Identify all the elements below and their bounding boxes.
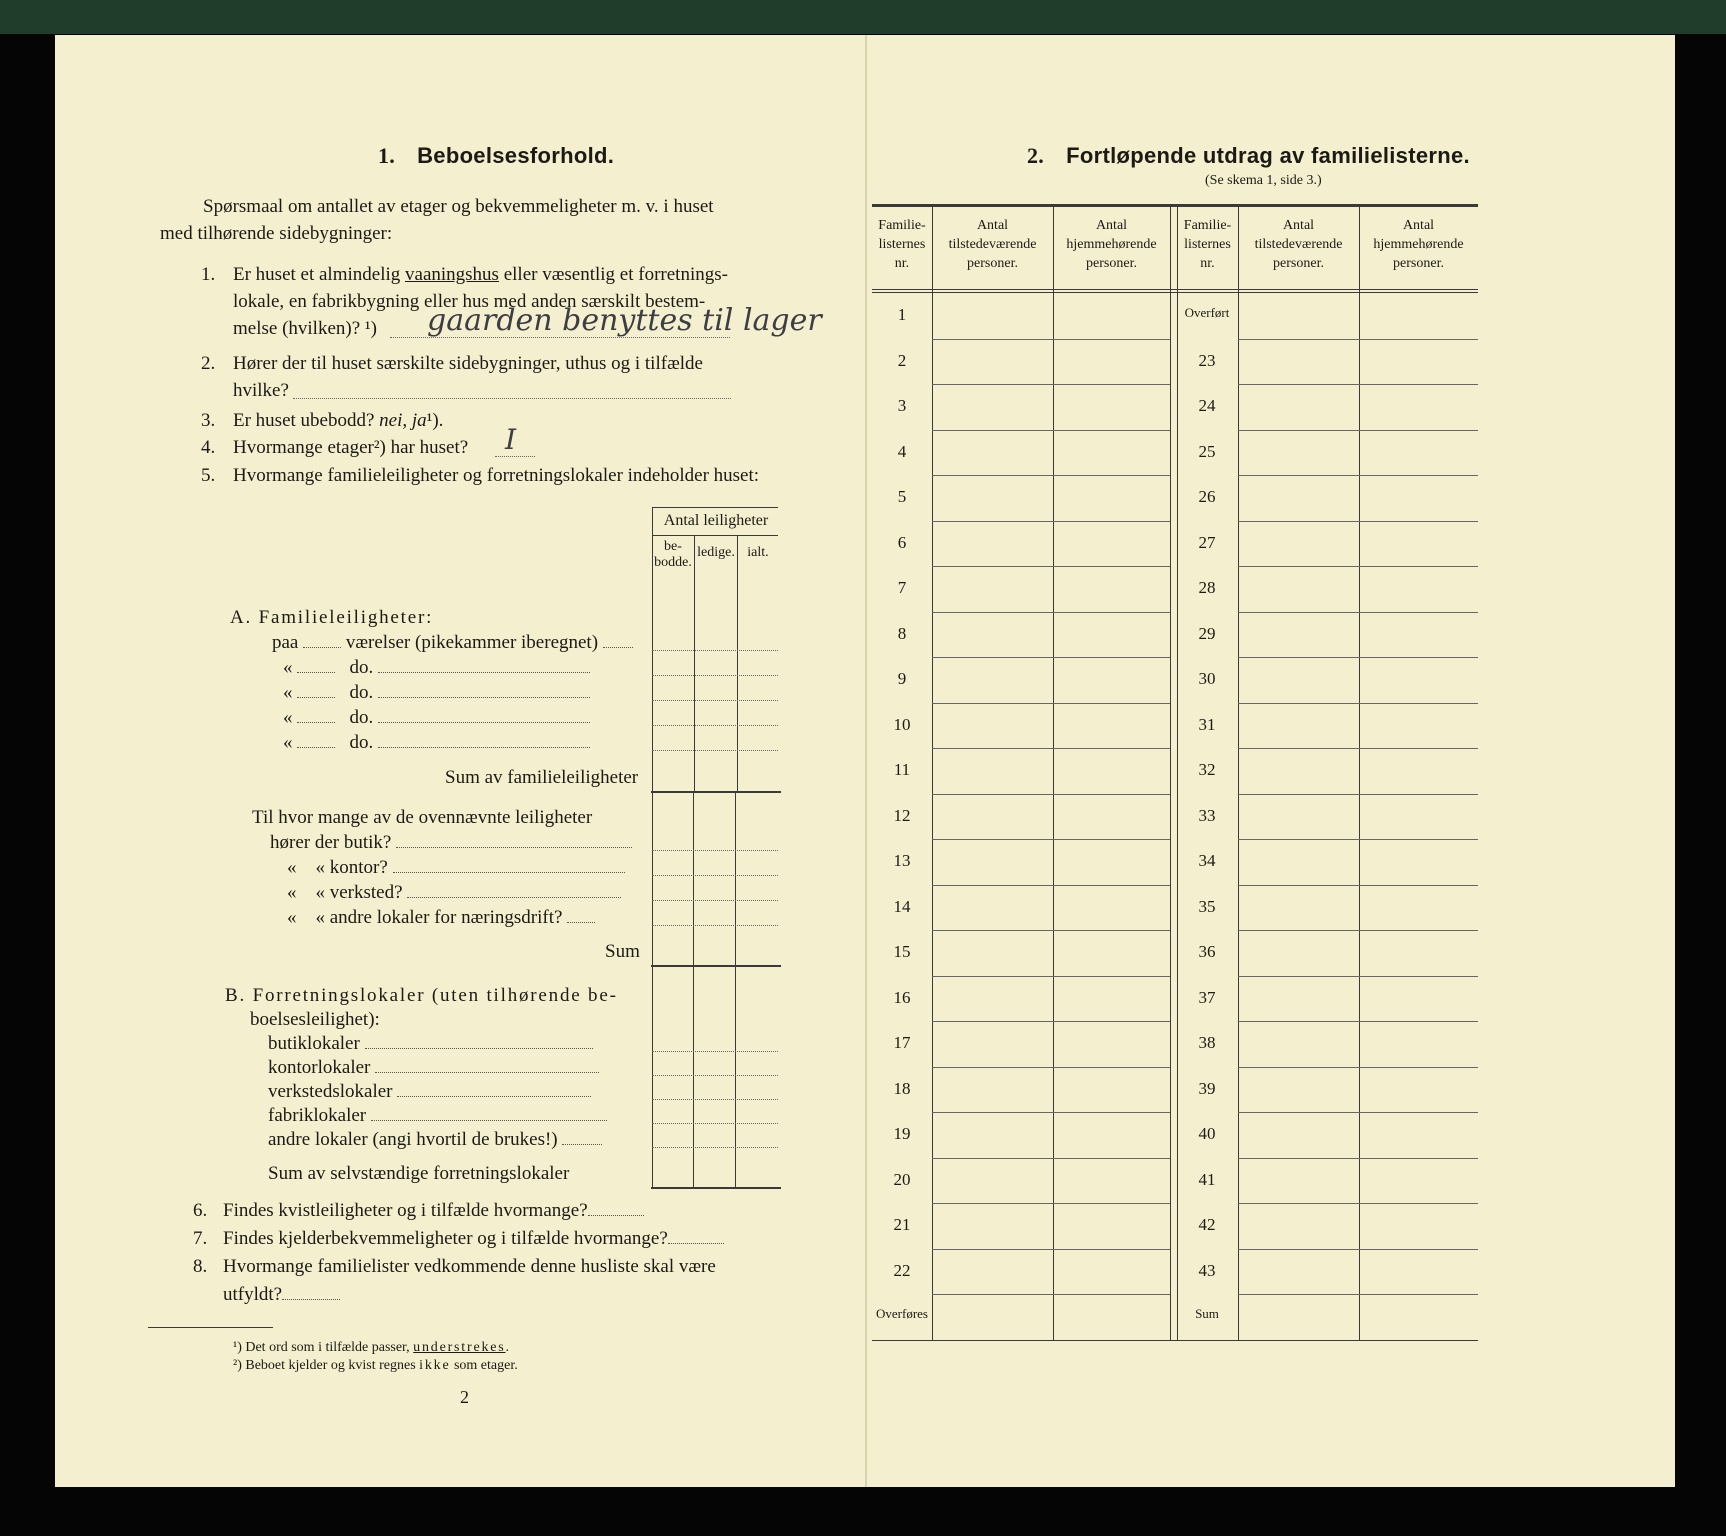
b-butik-label: butiklokaler (268, 1033, 360, 1054)
heading-text: Beboelsesforhold. (417, 143, 615, 168)
list-number-left: 1 (897, 305, 907, 324)
footnote-rule (148, 1327, 273, 1328)
list-number-left: 11 (893, 760, 911, 779)
row-rule (932, 885, 1170, 886)
list-number-right: 28 (1198, 578, 1216, 597)
b1-sum-label: Sum (605, 941, 640, 962)
ditto-mark: « (283, 707, 293, 728)
b-row-fabrik (268, 1105, 607, 1127)
table-vline (1053, 204, 1054, 1340)
row-leader (378, 708, 590, 723)
q8-number: 8. (193, 1256, 208, 1277)
q5-table-header-rule (652, 535, 778, 536)
list-number-left: 8 (897, 623, 907, 643)
row-rule (1238, 566, 1478, 567)
list-number-right: 42 (1198, 1215, 1216, 1234)
intro-line-2: med tilhørende sidebygninger: (160, 223, 393, 244)
ditto-blank (297, 658, 335, 673)
q1-handwritten-answer: gaarden benyttes til lager (427, 303, 822, 338)
row-rule (1238, 1112, 1478, 1113)
list-number-left: 4 (897, 441, 907, 461)
list-number-right: Sum (1195, 1306, 1219, 1321)
list-number-right: 37 (1198, 987, 1216, 1007)
row-rule (1238, 748, 1478, 749)
list-number-left: Overføres (876, 1306, 928, 1321)
list-number-right: 39 (1198, 1078, 1216, 1098)
census-form-spread (55, 35, 1675, 1487)
row-leader (567, 908, 595, 923)
b1-row-verksted (287, 882, 621, 904)
b1-row-rule-2 (652, 875, 778, 876)
ditto-mark: « (287, 882, 297, 903)
b1-row-rule-1 (652, 850, 778, 851)
list-number-left: 22 (893, 1260, 911, 1280)
row-rule (1238, 794, 1478, 795)
b-vline-3 (735, 967, 736, 1187)
q4-answer-line (495, 456, 535, 457)
b-sum-line (268, 1163, 569, 1185)
a-row-ditto-4 (283, 732, 590, 754)
b-row-rule-2 (652, 1075, 778, 1076)
row-rule (1238, 475, 1478, 476)
b-sum-label: Sum av selvstændige forretningslokaler (268, 1163, 570, 1184)
ditto-mark: « (315, 882, 325, 903)
row-rule (1238, 885, 1478, 886)
ditto-blank (297, 733, 335, 748)
q2-answer-line (293, 398, 731, 399)
q3-text: Er huset ubebodd? (233, 410, 380, 431)
q3-number: 3. (201, 410, 216, 431)
table-header-rule-2 (872, 292, 1478, 293)
row-rule (1238, 612, 1478, 613)
row-rule (932, 1067, 1170, 1068)
intro-line-1: Spørsmaal om antallet av etager og bekvemmeligheter m. v. i huset (203, 196, 714, 217)
footnote-1-emph: understrekes (413, 1340, 506, 1355)
col-bebodde: be- bodde. (654, 539, 692, 570)
a-paa-blank (303, 633, 341, 648)
b1-kontor-label: kontor? (329, 857, 388, 878)
b-row-andre (268, 1129, 602, 1151)
b-vline-1 (652, 967, 653, 1187)
list-number-left: 21 (893, 1215, 911, 1234)
section-2-heading (1027, 143, 1470, 169)
q5-number: 5. (201, 465, 216, 486)
row-leader (378, 658, 590, 673)
list-number-left: 5 (897, 487, 907, 506)
row-leader (378, 683, 590, 698)
ditto-mark: « (283, 657, 293, 678)
list-number-right: 29 (1198, 623, 1216, 643)
list-number-right: 41 (1198, 1169, 1216, 1189)
list-number-right: 38 (1198, 1033, 1216, 1052)
list-number-right: 40 (1198, 1124, 1216, 1143)
table-vline (1359, 204, 1360, 1340)
b1-intro-text: Til hvor mange av de ovennævnte leiligheter (252, 807, 593, 828)
row-rule (1238, 1158, 1478, 1159)
list-number-left: 13 (893, 851, 911, 870)
row-rule (1238, 1203, 1478, 1204)
list-number-left: 17 (893, 1033, 911, 1052)
list-number-right: 33 (1198, 805, 1216, 825)
row-rule (1238, 703, 1478, 704)
q6-line (223, 1200, 644, 1222)
col-header-nr-2: Familie- listernes nr. (1183, 218, 1232, 271)
a-row-rule-2 (652, 675, 778, 676)
ditto-blank (297, 683, 335, 698)
b-row-rule-5 (652, 1147, 778, 1148)
q7-blank (668, 1229, 724, 1244)
list-number-left: 6 (897, 532, 907, 552)
subheading: (Se skema 1, side 3.) (1205, 173, 1322, 188)
q5-line: Hvormange familieleiligheter og forretningslokaler indeholder huset: (233, 465, 760, 486)
q1-line-3: melse (hvilken)? ¹) (233, 318, 377, 339)
b-row-butik (268, 1033, 593, 1055)
row-rule (1238, 521, 1478, 522)
b-row-rule-3 (652, 1099, 778, 1100)
q8-line-1: Hvormange familielister vedkommende denne husliste skal være (223, 1256, 716, 1277)
list-number-left: 16 (893, 987, 911, 1007)
footnote-1-text: ¹) Det ord som i tilfælde passer, (233, 1340, 414, 1355)
q7-number: 7. (193, 1228, 208, 1249)
col-ledige: ledige. (697, 545, 735, 560)
b1-verksted-label: verksted? (329, 882, 403, 903)
q1-text-a: Er huset et almindelig (233, 264, 406, 285)
q1-underlined-word: vaaningshus (405, 264, 499, 285)
list-number-right: 23 (1198, 350, 1216, 370)
list-number-right: 27 (1198, 532, 1216, 552)
b-row-verksted (268, 1081, 591, 1103)
row-rule (1238, 1021, 1478, 1022)
section-b-title-text: B. Forretningslokaler (uten tilhørende be- (225, 985, 618, 1006)
list-number-right: 24 (1198, 396, 1216, 415)
row-rule (1238, 976, 1478, 977)
col-header-nr: Familie- listernes nr. (878, 218, 926, 271)
section-1-heading (378, 143, 614, 169)
row-rule (1238, 384, 1478, 385)
ditto-mark: « (283, 682, 293, 703)
a-vaerelser-label: værelser (pikekammer iberegnet) (345, 632, 599, 653)
list-number-right: 26 (1198, 487, 1216, 506)
list-number-right: 31 (1198, 714, 1216, 734)
q6-number: 6. (193, 1200, 208, 1221)
section-b-title-1 (225, 985, 618, 1007)
footnote-2-end: som etager. (450, 1358, 518, 1373)
ditto-mark: « (287, 907, 297, 928)
right-page (867, 35, 1675, 1487)
ditto-mark: « (315, 857, 325, 878)
q6-text: Findes kvistleiligheter og i tilfælde hvormange? (223, 1200, 588, 1221)
row-rule (1238, 339, 1478, 340)
row-rule (1238, 930, 1478, 931)
table-header-rule (872, 289, 1478, 290)
section-a-title-text: A. Familieleiligheter: (230, 607, 434, 628)
col-group-antal-leiligheter: Antal leiligheter (663, 512, 769, 529)
list-number-left: 12 (893, 805, 911, 825)
section-b-title-2: boelsesleilighet): (250, 1009, 380, 1030)
b1-row-rule-4 (652, 925, 778, 926)
b-vline-2 (693, 967, 694, 1187)
b1-sum-rule (651, 965, 781, 967)
ditto-blank (297, 708, 335, 723)
row-rule (932, 1021, 1170, 1022)
footnote-2 (233, 1358, 518, 1374)
ditto-mark: « (287, 857, 297, 878)
b-fabrik-label: fabriklokaler (268, 1105, 367, 1126)
b-andre-label: andre lokaler (angi hvortil de brukes!) (268, 1129, 558, 1150)
row-rule (1238, 1067, 1478, 1068)
q1-number: 1. (201, 264, 216, 285)
list-number-left: 3 (897, 396, 907, 415)
row-leader (397, 1082, 591, 1097)
row-leader (378, 733, 590, 748)
q1-line-2: lokale, en fabrikbygning eller hus med anden særskilt bestem- (233, 291, 706, 312)
col-header-hjemmehorende-2: Antal hjemmehørende personer. (1373, 218, 1464, 271)
list-number-right: 43 (1198, 1260, 1216, 1280)
row-rule (932, 521, 1170, 522)
a-row-ditto-3 (283, 707, 590, 729)
b1-row-kontor (287, 857, 625, 879)
q8-line-2 (223, 1284, 340, 1306)
row-rule (932, 1112, 1170, 1113)
q8-blank (282, 1285, 340, 1300)
row-rule (932, 703, 1170, 704)
a-row-rule-3 (652, 700, 778, 701)
left-page (55, 35, 865, 1487)
list-number-right: 32 (1198, 760, 1216, 779)
list-number-left: 7 (897, 578, 907, 597)
q7-line (223, 1228, 724, 1250)
row-rule (1238, 430, 1478, 431)
list-number-left: 2 (897, 350, 907, 370)
q2-line-2: hvilke? (233, 380, 289, 401)
col-ialt: ialt. (747, 545, 769, 560)
b1-intro-line (252, 807, 592, 829)
row-leader (365, 1034, 593, 1049)
q1-text-b: eller væsentlig et forretnings- (498, 264, 728, 285)
row-rule (932, 430, 1170, 431)
row-rule (1238, 657, 1478, 658)
b1-butik-label: hører der butik? (270, 832, 392, 853)
b1-row-rule-3 (652, 900, 778, 901)
list-number-left: 18 (893, 1078, 911, 1098)
list-number-right: 35 (1198, 896, 1216, 916)
a-row-rule-5 (652, 750, 778, 751)
q4-handwritten-answer: I (505, 423, 517, 456)
q6-blank (588, 1201, 644, 1216)
row-leader (371, 1106, 607, 1121)
heading-text: Fortløpende utdrag av familielisterne. (1066, 143, 1470, 168)
row-rule (1238, 1249, 1478, 1250)
table-bottom-rule (872, 1340, 1478, 1341)
q4-number: 4. (201, 437, 216, 458)
footnote-2-text: ²) Beboet kjelder og kvist regnes (233, 1358, 420, 1373)
footnote-1 (233, 1340, 509, 1356)
a-paa-label: paa (272, 632, 299, 653)
b-sum-rule (651, 1187, 781, 1189)
b-verksted-label: verkstedslokaler (268, 1081, 393, 1102)
b1-vline-3 (735, 793, 736, 965)
ditto-do: do. (349, 707, 374, 728)
row-rule (932, 612, 1170, 613)
list-number-right: Overført (1184, 305, 1230, 320)
a-row-rule-1 (652, 650, 778, 651)
b1-row-andre (287, 907, 595, 929)
b-kontor-label: kontorlokaler (268, 1057, 371, 1078)
q5-table-vline-3 (737, 535, 738, 793)
ditto-mark: « (283, 732, 293, 753)
heading-number: 1. (378, 143, 396, 168)
ditto-do: do. (349, 682, 374, 703)
table-top-rule (872, 204, 1478, 207)
q5-table-sum-rule-a (651, 791, 781, 793)
row-leader (375, 1058, 599, 1073)
table-vline (1170, 204, 1171, 1340)
q7-text: Findes kjelderbekvemmeligheter og i tilfælde hvormange? (223, 1228, 668, 1249)
heading-number: 2. (1027, 143, 1045, 168)
q2-line-1: Hører der til huset særskilte sidebygninger, uthus og i tilfælde (233, 353, 703, 374)
row-rule (932, 794, 1170, 795)
footnote-2-emph: ikke (419, 1358, 451, 1373)
page-number: 2 (460, 1387, 469, 1407)
a-row-ditto-1 (283, 657, 590, 679)
row-rule (932, 339, 1170, 340)
row-rule (932, 475, 1170, 476)
ditto-mark: « (315, 907, 325, 928)
a-row-ditto-2 (283, 682, 590, 704)
row-leader (396, 833, 632, 848)
row-rule (932, 1249, 1170, 1250)
a-row-paa (272, 632, 633, 654)
a-row-leader (603, 633, 633, 648)
table-vline (1238, 204, 1239, 1340)
q5-table-top-rule (652, 507, 778, 508)
list-number-left: 20 (893, 1169, 911, 1189)
q3-options: nei, ja (379, 410, 427, 431)
row-leader (407, 883, 621, 898)
ditto-do: do. (349, 732, 374, 753)
q1-line-1 (233, 264, 728, 286)
a-row-rule-4 (652, 725, 778, 726)
row-rule (932, 1294, 1170, 1295)
q4-line: Hvormange etager²) har huset? (233, 437, 469, 458)
row-rule (932, 1158, 1170, 1159)
col-header-tilstedevaerende: Antal tilstedeværende personer. (948, 218, 1037, 271)
col-header-hjemmehorende: Antal hjemmehørende personer. (1066, 218, 1157, 271)
list-number-right: 36 (1198, 942, 1216, 961)
row-leader (562, 1130, 602, 1145)
row-rule (932, 839, 1170, 840)
list-number-left: 15 (893, 942, 911, 961)
row-rule (932, 748, 1170, 749)
q5-table-vline-2 (694, 535, 695, 793)
q2-number: 2. (201, 353, 216, 374)
b1-andre-label: andre lokaler for næringsdrift? (329, 907, 563, 928)
list-number-left: 9 (897, 669, 907, 688)
row-leader (393, 858, 625, 873)
b1-row-butik (270, 832, 632, 854)
section-a-title (230, 607, 433, 629)
list-number-right: 30 (1198, 669, 1216, 688)
scan-border-top (0, 0, 1726, 34)
ditto-do: do. (349, 657, 374, 678)
q3-footnote-ref: ¹). (426, 410, 444, 431)
row-rule (932, 566, 1170, 567)
list-number-left: 14 (893, 896, 911, 916)
table-vline (932, 204, 933, 1340)
b-row-rule-4 (652, 1123, 778, 1124)
list-number-right: 25 (1198, 441, 1216, 461)
b1-vline-2 (693, 793, 694, 965)
row-rule (1238, 1294, 1478, 1295)
row-rule (932, 1203, 1170, 1204)
row-rule (932, 976, 1170, 977)
list-number-left: 10 (893, 714, 911, 734)
a-sum-label: Sum av familieleiligheter (445, 767, 639, 788)
footnote-1-end: . (505, 1340, 510, 1355)
row-rule (1238, 839, 1478, 840)
b-row-kontor (268, 1057, 599, 1079)
col-header-tilstedevaerende-2: Antal tilstedeværende personer. (1254, 218, 1343, 271)
b-row-rule-1 (652, 1051, 778, 1052)
list-number-left: 19 (893, 1124, 911, 1143)
row-rule (932, 657, 1170, 658)
b1-vline-1 (652, 793, 653, 965)
row-rule (932, 384, 1170, 385)
q3-line (233, 410, 443, 432)
list-number-right: 34 (1198, 851, 1216, 870)
q8-text-b: utfyldt? (223, 1284, 283, 1305)
row-rule (932, 930, 1170, 931)
